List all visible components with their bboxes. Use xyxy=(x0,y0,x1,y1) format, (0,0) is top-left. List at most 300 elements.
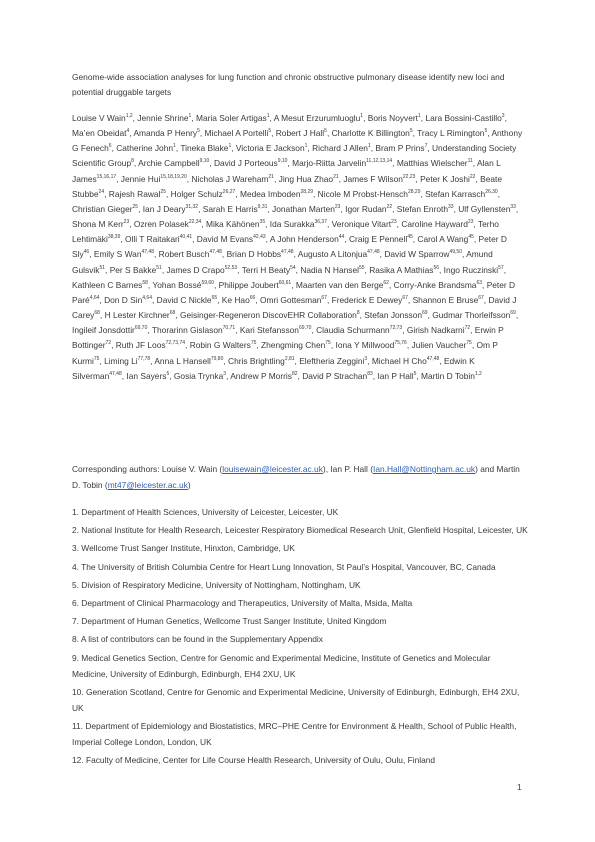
author-affiliation-mark: 77,78 xyxy=(137,355,151,362)
author-entry xyxy=(332,128,413,138)
author-name: Philippe Joubert xyxy=(218,279,279,290)
author-name: Jennie Hui xyxy=(120,173,161,184)
author-name: Ke Hao xyxy=(221,294,250,305)
author-name: Stefan Karrasch xyxy=(425,188,486,199)
affiliation-item: 3. Wellcome Trust Sanger Institute, Hinxton, Cambridge, UK xyxy=(72,543,295,554)
author-affiliation-mark: 1 xyxy=(304,143,308,150)
author-entry xyxy=(364,310,427,320)
author-name: Corry-Anke Brandsma xyxy=(393,279,477,290)
author-entry xyxy=(368,113,421,123)
author-entry xyxy=(180,310,360,320)
author-affiliation-mark: 47,48 xyxy=(109,370,122,377)
page-number: 1 xyxy=(517,782,522,792)
author-entry xyxy=(94,249,154,259)
author-entry xyxy=(343,174,415,184)
author-name: Nicole M Probst-Hensch xyxy=(317,188,408,199)
author-affiliation-mark: 1 xyxy=(266,113,270,120)
author-affiliation-mark: 75 xyxy=(466,340,472,347)
author-entry xyxy=(425,113,504,123)
author-affiliation-mark: 44 xyxy=(338,234,345,241)
author-name: Ulf Gyllensten xyxy=(458,203,511,214)
author-name: Holger Schulz xyxy=(170,188,223,199)
author-affiliation-mark: 5 xyxy=(324,128,327,135)
author-name: Augusto A Litonjua xyxy=(297,249,368,260)
author-entry xyxy=(214,158,288,168)
author-affiliation-mark: 40,41 xyxy=(179,234,193,241)
author-entry xyxy=(407,325,470,335)
author-entry xyxy=(279,174,339,184)
author-entry xyxy=(104,356,150,366)
author-name: Kathleen C Barnes xyxy=(72,279,143,290)
author-entry xyxy=(298,249,380,259)
author-entry xyxy=(138,158,209,168)
author-name: Edwin K Silverman xyxy=(72,355,475,381)
author-affiliation-mark: 9,10 xyxy=(199,158,210,165)
author-name: Bram P Prins xyxy=(375,143,425,154)
author-name: David P Strachan xyxy=(302,370,368,381)
author-affiliation-mark: 56 xyxy=(433,264,439,271)
author-affiliation-mark: 67 xyxy=(402,295,408,302)
author-entry xyxy=(159,249,222,259)
author-entry xyxy=(372,356,439,366)
author-affiliation-mark: 1,2 xyxy=(474,370,482,377)
author-name: Beate Stubbe xyxy=(72,173,502,199)
author-name: Ian P Hall xyxy=(377,370,414,381)
author-affiliation-mark: 83 xyxy=(367,370,373,377)
author-name: Caroline Hayward xyxy=(401,219,468,230)
author-affiliation-mark: 67 xyxy=(321,295,327,302)
author-entry xyxy=(412,340,472,350)
corresponding-lead: Corresponding authors: Louise V. Wain ( xyxy=(72,464,223,474)
affiliation-item: 11. Department of Epidemiology and Biostatistics, MRC–PHE Centre for Environment & Health, School of Public Health, Imperial College London, London, UK xyxy=(72,720,517,747)
author-entry xyxy=(72,204,138,214)
email-link-wain[interactable]: louisewain@leicester.ac.uk xyxy=(222,464,323,474)
author-affiliation-mark: 24 xyxy=(98,188,105,195)
corresponding-tail: ) xyxy=(187,480,191,490)
author-affiliation-mark: 36,37 xyxy=(314,219,327,226)
author-name: Shannon E Bruse xyxy=(412,294,479,305)
author-name: David W Sparrow xyxy=(384,249,450,260)
author-name: Medea Imboden xyxy=(239,188,301,199)
author-name: Charlotte K Billington xyxy=(331,128,410,139)
author-name: Robin G Walters xyxy=(189,340,251,351)
author-name: Jing Hua Zhao xyxy=(278,173,334,184)
author-entry xyxy=(72,113,133,123)
author-affiliation-mark: 8 xyxy=(356,310,360,317)
author-entry xyxy=(219,280,292,290)
author-name: Christian Gieger xyxy=(72,203,133,214)
author-entry xyxy=(197,234,266,244)
author-affiliation-mark: 3 xyxy=(501,113,505,120)
author-name: Sarah E Harris xyxy=(202,203,258,214)
author-name: Gudmar Thorleifsson xyxy=(432,310,511,321)
author-affiliation-mark: 47,48 xyxy=(281,249,294,256)
author-affiliation-mark: 3 xyxy=(364,355,368,362)
author-affiliation-mark: 4,64 xyxy=(89,295,100,302)
author-entry xyxy=(116,340,185,350)
author-affiliation-mark: 21 xyxy=(333,173,339,180)
author-entry xyxy=(384,249,462,259)
author-name: Archie Campbell xyxy=(138,158,200,169)
author-affiliation-mark: 55 xyxy=(358,264,365,271)
author-affiliation-mark: 31,32 xyxy=(185,204,199,211)
author-name: Girish Nadkarni xyxy=(406,325,465,336)
author-name: A John Henderson xyxy=(269,234,339,245)
author-affiliation-mark: 15,16,17 xyxy=(96,173,117,180)
author-affiliation-mark: 5 xyxy=(166,370,170,377)
author-affiliation-mark: 75,76 xyxy=(394,340,407,347)
author-name: Peter D Sly xyxy=(72,234,507,260)
affiliation-item: 4. The University of British Columbia Centre for Heart Lung Innovation, St Paul’s Hospital, Vancouver, BC, Canada xyxy=(72,561,496,572)
author-entry xyxy=(72,280,148,290)
author-affiliation-mark: 7 xyxy=(424,143,428,150)
author-affiliation-mark: 5 xyxy=(197,128,200,135)
author-name: Richard J Allen xyxy=(312,143,368,154)
author-name: Iona Y Millwood xyxy=(335,340,395,351)
author-name: David J Porteous xyxy=(213,158,278,169)
author-entry xyxy=(270,234,344,244)
author-entry xyxy=(134,219,201,229)
author-affiliation-mark: 82 xyxy=(291,370,298,377)
author-name: Kari Stefansson xyxy=(239,325,299,336)
author-name: Carol A Wang xyxy=(417,234,469,245)
author-affiliation-mark: 23 xyxy=(467,219,474,226)
author-affiliation-mark: 6 xyxy=(108,143,112,150)
author-affiliation-mark: 72 xyxy=(105,340,112,347)
affiliation-item: 12. Faculty of Medicine, Center for Life Course Health Research, University of Oulu, Oulu, Finland xyxy=(72,755,436,766)
author-entry xyxy=(152,325,235,335)
author-affiliation-mark: 4,64 xyxy=(142,295,152,302)
author-affiliation-mark: 75 xyxy=(250,340,257,347)
author-name: Amund Gulsvik xyxy=(72,249,493,275)
author-affiliation-mark: 51 xyxy=(99,264,106,271)
author-entry xyxy=(312,143,371,153)
author-name: Craig E Pennell xyxy=(348,234,408,245)
author-affiliation-mark: 22 xyxy=(386,204,393,211)
author-name: Michael H Cho xyxy=(371,355,427,366)
author-entry xyxy=(377,371,416,381)
author-affiliation-mark: 69 xyxy=(422,310,428,317)
author-affiliation-mark: 9,10 xyxy=(277,158,288,165)
author-affiliation-mark: 5 xyxy=(409,128,413,135)
author-name: Shona M Kerr xyxy=(72,219,124,230)
author-entry xyxy=(296,280,389,290)
author-name: Ingo Ruczinski xyxy=(443,264,499,275)
author-entry xyxy=(394,280,482,290)
author-affiliation-mark: 1 xyxy=(173,143,176,150)
author-affiliation-mark: 47,48 xyxy=(426,355,440,362)
author-name: Peter K Joshi xyxy=(420,173,470,184)
author-name: Peter D Paré xyxy=(72,279,516,305)
author-affiliation-mark: 23 xyxy=(334,204,341,211)
email-link-tobin[interactable]: mt47@leicester.ac.uk xyxy=(107,480,188,490)
author-entry xyxy=(421,371,482,381)
author-list: Louise V Wain$^{1,2}$, Jennie Shrine$^1$, Maria Soler Artigas$^1$, A Mesut Erzurumluoglu$^1$, Boris Noyvert$^1$, Lara Bossini-Castillo$^3$, Ma’en Obeidat$^4$, Amanda P Henry$^5$, Michael A Portelli$^5$, Robert J Hall$^5$, Charlotte K Billington$^5$, Tracy L Rimington$^5$, Anthony G Fenech$^6$, Catherine John$^1$, Tineka Blake$^1$, Victoria E Jackson$^1$, Richard J Allen$^1$, Bram P Prins$^7$, Understanding Society Scientific Group$^8$, Archie Campbell$^{9,10}$, David J Porteous$^{9,10}$, Marjo-Riitta Jarvelin$^{11,12,13,14}$, Matthias Wielscher$^{11}$, Alan L James$^{15,16,17}$, Jennie Hui$^{15,18,19,20}$, Nicholas J Wareham$^{21}$, Jing Hua Zhao$^{21}$, James F Wilson$^{22,23}$, Peter K Joshi$^{22}$, Beate Stubbe$^{24}$, Rajesh Rawal$^{25}$, Holger Schulz$^{26,27}$, Medea Imboden$^{28,29}$, Nicole M Probst-Hensch$^{28,29}$, Stefan Karrasch$^{26,30}$, Christian Gieger$^{25}$, Ian J Deary$^{31,32}$, Sarah E Harris$^{9,31}$, Jonathan Marten$^{23}$, Igor Rudan$^{22}$, Stefan Enroth$^{33}$, Ulf Gyllensten$^{33}$, Shona M Kerr$^{23}$, Ozren Polasek$^{22,34}$, Mika Kähönen$^{35}$, Ida Surakka$^{36,37}$, Veronique Vitart$^{23}$, Caroline Hayward$^{23}$, Terho Lehtimäki$^{38,39}$, Olli T Raitakari$^{40,41}$, David M Evans$^{42,43}$, A John Henderson$^{44}$, Craig E Pennell$^{45}$, Carol A Wang$^{45}$, Peter D Sly$^{46}$, Emily S Wan$^{47,48}$, Robert Busch$^{47,48}$, Brian D Hobbs$^{47,48}$, Augusto A Litonjua$^{47,48}$, David W Sparrow$^{49,50}$, Amund Gulsvik$^{51}$, Per S Bakke$^{51}$, James D Crapo$^{52,53}$, Terri H Beaty$^{54}$, Nadia N Hansel$^{55}$, Rasika A Mathias$^{56}$, Ingo Ruczinski$^{57}$, Kathleen C Barnes$^{58}$, Yohan Bossé$^{59,60}$, Philippe Joubert$^{60,61}$, Maarten van den Berge$^{62}$, Corry-Anke Brandsma$^{63}$, Peter D Paré$^{4,64}$, Don D Sin$^{4,64}$, David C Nickle$^{65}$, Ke Hao$^{66}$, Omri Gottesman$^{67}$, Frederick E Dewey$^{67}$, Shannon E Bruse$^{67}$, David J Carey$^{68}$, H Lester Kirchner$^{68}$, Geisinger-Regeneron DiscovEHR Collaboration$^8$, Stefan Jonsson$^{69}$, Gudmar Thorleifsson$^{69}$, Ingileif Jonsdottir$^{69,70}$, Thorarinn Gislason$^{70,71}$, Kari Stefansson$^{69,70}$, Claudia Schurmann$^{72,73}$, Girish Nadkarni$^{72}$, Erwin P Bottinger$^{72}$, Ruth JF Loos$^{72,73,74}$, Robin G Walters$^{75}$, Zhengming Chen$^{75}$, Iona Y Millwood$^{75,76}$, Julien Vaucher$^{75}$, Om P Kurmi$^{75}$, Liming Li$^{77,78}$, Anna L Hansell$^{79,80}$, Chris Brightling$^{2,81}$, Eleftheria Zeggini$^3$, Michael H Cho$^{47,48}$, Edwin K Silverman$^{47,48}$, Ian Sayers$^5$, Gosia Trynka$^3$, Andrew P Morris$^{82}$, David P Strachan$^{83}$, Ian P Hall$^5$, Martin D Tobin$^{1,2}$ xyxy=(72,113,523,381)
author-name: Understanding Society Scientific Group xyxy=(72,143,517,169)
author-affiliation-mark: 57 xyxy=(498,264,504,271)
author-affiliation-mark: 21 xyxy=(268,173,274,180)
author-name: Victoria E Jackson xyxy=(235,143,305,154)
author-name: H Lester Kirchner xyxy=(104,310,170,321)
author-affiliation-mark: 72 xyxy=(464,325,471,332)
author-name: Boris Noyvert xyxy=(367,113,418,123)
author-affiliation-mark: 22,34 xyxy=(188,219,202,226)
author-affiliation-mark: 66 xyxy=(249,295,256,302)
author-name: Ruth JF Loos xyxy=(115,340,166,351)
author-entry xyxy=(230,371,297,381)
author-name: Louise V Wain xyxy=(72,113,126,123)
author-entry xyxy=(109,189,166,199)
author-entry xyxy=(397,204,454,214)
author-name: Gosia Trynka xyxy=(173,370,224,381)
author-entry xyxy=(397,158,473,168)
author-affiliation-mark: 35 xyxy=(259,219,266,226)
author-name: Veronique Vitart xyxy=(331,219,392,230)
affiliation-item: 2. National Institute for Health Research, Leicester Respiratory Biomedical Research Unit, Glenfield Hospital, Leicester, UK xyxy=(72,525,528,536)
author-name: Thorarinn Gislason xyxy=(151,325,223,336)
corresponding-mid-2: ) and Martin D. Tobin ( xyxy=(72,464,520,490)
author-affiliation-mark: 67 xyxy=(478,295,484,302)
author-entry xyxy=(302,371,373,381)
author-affiliation-mark: 4 xyxy=(126,128,130,135)
author-name: Frederick E Dewey xyxy=(331,294,403,305)
author-name: Alan L James xyxy=(72,158,501,184)
email-link-hall[interactable]: Ian.Hall@Nottingham.ac.uk xyxy=(373,464,476,474)
author-affiliation-mark: 68 xyxy=(94,310,100,317)
author-affiliation-mark: 79,80 xyxy=(210,355,224,362)
author-affiliation-mark: 47,48 xyxy=(209,249,222,256)
author-affiliation-mark: 11,12,13,14 xyxy=(366,158,393,165)
author-entry xyxy=(133,128,199,138)
author-affiliation-mark: 51 xyxy=(156,264,162,271)
author-name: Nadia N Hansel xyxy=(300,264,359,275)
author-entry xyxy=(401,219,473,229)
author-entry xyxy=(116,143,176,153)
author-name: Mika Kähönen xyxy=(206,219,260,230)
author-name: Anna L Hansell xyxy=(154,355,211,366)
author-name: James F Wilson xyxy=(343,173,403,184)
author-entry xyxy=(276,128,327,138)
author-affiliation-mark: 22 xyxy=(469,173,476,180)
author-name: David M Evans xyxy=(196,234,254,245)
author-entry xyxy=(166,265,237,275)
author-name: Stefan Jonsson xyxy=(364,310,423,321)
author-name: Eleftheria Zeggini xyxy=(299,355,365,366)
author-name: Ian Sayers xyxy=(126,370,167,381)
author-name: Robert Busch xyxy=(158,249,210,260)
corresponding-authors xyxy=(72,461,528,493)
author-name: Emily S Wan xyxy=(93,249,142,260)
author-entry xyxy=(458,204,516,214)
author-entry xyxy=(444,265,504,275)
author-name: Rasika A Mathias xyxy=(369,264,434,275)
author-affiliation-mark: 47,48 xyxy=(367,249,380,256)
author-entry xyxy=(125,234,192,244)
author-affiliation-mark: 60,61 xyxy=(278,279,292,286)
author-entry xyxy=(196,113,270,123)
author-name: Zhengming Chen xyxy=(261,340,326,351)
author-affiliation-mark: 52,53 xyxy=(224,264,238,271)
author-affiliation-mark: 9,31 xyxy=(257,204,268,211)
author-entry xyxy=(240,189,313,199)
author-name: Robert J Hall xyxy=(275,128,325,139)
author-entry xyxy=(417,128,487,138)
author-affiliation-mark: 42,43 xyxy=(253,234,266,241)
author-name: Terho Lehtimäki xyxy=(72,219,499,245)
author-affiliation-mark: 54 xyxy=(290,264,296,271)
author-affiliation-mark: 3 xyxy=(223,370,227,377)
author-name: Don D Sin xyxy=(104,294,143,305)
author-name: Per S Bakke xyxy=(109,264,157,275)
author-entry xyxy=(274,113,363,123)
author-affiliation-mark: 65 xyxy=(211,295,218,302)
author-name: James D Crapo xyxy=(166,264,225,275)
author-affiliation-mark: 70,71 xyxy=(222,325,236,332)
author-name: Om P Kurmi xyxy=(72,340,498,366)
author-name: Ma’en Obeidat xyxy=(72,128,127,139)
author-entry xyxy=(72,325,147,335)
author-affiliation-mark: 38,39 xyxy=(107,234,121,241)
author-entry xyxy=(105,310,176,320)
author-affiliation-mark: 1 xyxy=(188,113,192,120)
author-entry xyxy=(180,143,231,153)
author-name: Igor Rudan xyxy=(345,203,387,214)
author-name: Chris Brightling xyxy=(228,355,285,366)
author-entry xyxy=(121,174,187,184)
author-entry xyxy=(375,143,427,153)
author-affiliation-mark: 1,2 xyxy=(125,113,133,120)
author-affiliation-mark: 45 xyxy=(407,234,413,241)
author-entry xyxy=(260,295,327,305)
author-entry xyxy=(272,204,340,214)
author-entry xyxy=(413,295,484,305)
author-affiliation-mark: 62 xyxy=(383,279,389,286)
author-affiliation-mark: 49,50 xyxy=(449,249,462,256)
author-name: Stefan Enroth xyxy=(396,203,448,214)
author-entry xyxy=(270,219,327,229)
author-entry xyxy=(318,189,421,199)
author-affiliation-mark: 75 xyxy=(93,355,100,362)
author-affiliation-mark: 5 xyxy=(484,128,488,135)
affiliation-item: 1. Department of Health Sciences, University of Leicester, Leicester, UK xyxy=(72,507,339,517)
affiliation-item: 7. Department of Human Genetics, Wellcome Trust Sanger Institute, United Kingdom xyxy=(72,616,387,627)
author-name: Ian J Deary xyxy=(142,203,186,214)
author-name: Yohan Bossé xyxy=(152,279,202,290)
author-name: David J Carey xyxy=(72,294,517,321)
author-name: Olli T Raitakari xyxy=(125,234,180,245)
author-entry xyxy=(349,234,413,244)
affiliation-item: 8. A list of contributors can be found in the Supplementary Appendix xyxy=(72,634,323,645)
author-affiliation-mark: 45 xyxy=(468,234,474,241)
author-entry xyxy=(292,158,392,168)
author-name: Julien Vaucher xyxy=(411,340,467,351)
author-entry xyxy=(345,204,392,214)
author-entry xyxy=(205,128,272,138)
author-entry xyxy=(299,356,367,366)
author-affiliation-mark: 5 xyxy=(268,128,272,135)
author-name: A Mesut Erzurumluoglu xyxy=(273,113,361,123)
author-entry xyxy=(157,295,217,305)
author-affiliation-mark: 28,29 xyxy=(300,188,314,195)
author-entry xyxy=(369,265,439,275)
author-affiliation-mark: 47,48 xyxy=(141,249,154,256)
paper-title: Genome-wide association analyses for lung function and chronic obstructive pulmonary disease identify new loci and potential druggable targets xyxy=(72,72,505,97)
author-name: Ingileif Jonsdottir xyxy=(72,325,135,336)
author-entry xyxy=(236,143,308,153)
author-name: Maarten van den Berge xyxy=(295,279,384,290)
author-entry xyxy=(137,113,191,123)
author-name: Erwin P Bottinger xyxy=(72,325,504,351)
author-name: Nicholas J Wareham xyxy=(191,173,269,184)
author-entry xyxy=(154,356,223,366)
author-affiliation-mark: 28,29 xyxy=(407,188,421,195)
author-entry xyxy=(227,249,294,259)
author-entry xyxy=(72,128,129,138)
author-entry xyxy=(72,219,129,229)
author-affiliation-mark: 22,23 xyxy=(402,173,416,180)
author-name: David C Nickle xyxy=(156,294,212,305)
author-affiliation-mark: 68 xyxy=(169,310,176,317)
author-name: Brian D Hobbs xyxy=(226,249,282,260)
author-affiliation-mark: 72,73 xyxy=(389,325,403,332)
author-affiliation-mark: 75 xyxy=(325,340,331,347)
author-affiliation-mark: 11 xyxy=(467,158,473,165)
author-name: Rajesh Rawal xyxy=(108,188,161,199)
author-name: Terri H Beaty xyxy=(241,264,291,275)
author-entry xyxy=(336,340,407,350)
author-affiliation-mark: 25 xyxy=(160,188,166,195)
author-entry xyxy=(240,325,312,335)
author-affiliation-mark: 33 xyxy=(510,204,516,211)
author-affiliation-mark: 69,70 xyxy=(298,325,312,332)
author-affiliation-mark: 26,30 xyxy=(485,188,498,195)
author-name: Martin D Tobin xyxy=(421,370,475,381)
author-entry xyxy=(126,371,169,381)
author-entry xyxy=(206,219,265,229)
corresponding-mid-1: ), Ian P. Hall ( xyxy=(322,464,374,474)
author-name: Amanda P Henry xyxy=(133,128,198,139)
author-name: Tracy L Rimington xyxy=(417,128,485,139)
affiliation-item: 9. Medical Genetics Section, Centre for Genomic and Experimental Medicine, Institute of Genetics and Molecular Medicine, University of Edinburgh, Edinburgh, EH4 2XU, UK xyxy=(72,652,491,679)
author-entry xyxy=(228,356,295,366)
author-entry xyxy=(191,174,274,184)
author-affiliation-mark: 2,81 xyxy=(284,355,295,362)
affiliation-item: 5. Division of Respiratory Medicine, University of Nottingham, Nottingham, UK xyxy=(72,579,361,590)
author-entry xyxy=(261,340,331,350)
author-name: Maria Soler Artigas xyxy=(195,113,267,123)
author-affiliation-mark: 72,73,74 xyxy=(165,340,186,347)
affiliation-list xyxy=(72,504,528,770)
author-entry xyxy=(203,204,268,214)
author-entry xyxy=(420,174,475,184)
author-entry xyxy=(222,295,256,305)
author-affiliation-mark: 1 xyxy=(360,113,364,120)
author-name: Claudia Schurmann xyxy=(316,325,390,336)
author-entry xyxy=(425,189,498,199)
author-name: Anthony G Fenech xyxy=(72,128,523,154)
author-affiliation-mark: 23 xyxy=(391,219,397,226)
author-name: Ida Surakka xyxy=(269,219,315,230)
author-name: Lara Bossini-Castillo xyxy=(425,113,502,123)
author-affiliation-mark: 46 xyxy=(83,249,90,256)
author-entry xyxy=(171,189,236,199)
author-entry xyxy=(143,204,198,214)
author-name: Michael A Portelli xyxy=(204,128,269,139)
author-affiliation-mark: 1 xyxy=(367,143,371,150)
author-affiliation-mark: 15,18,19,20 xyxy=(160,173,187,180)
author-entry xyxy=(300,265,364,275)
author-name: Omri Gottesman xyxy=(259,294,322,305)
